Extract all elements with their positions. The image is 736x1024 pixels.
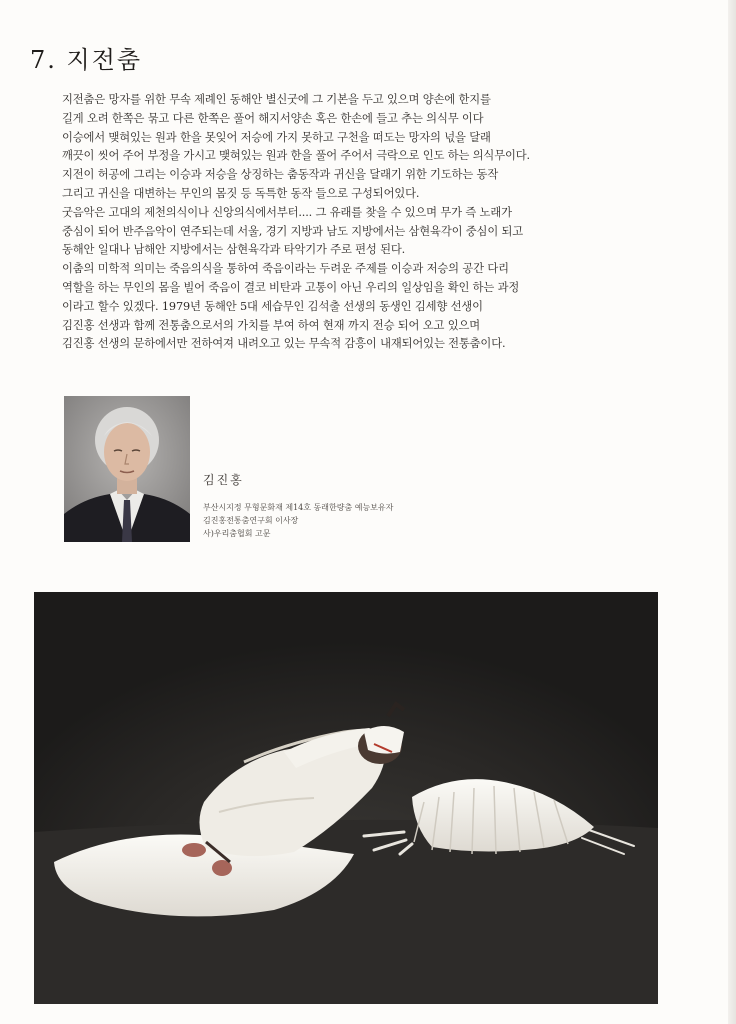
portrait-photo: [64, 396, 190, 542]
body-line: 지전이 허공에 그리는 이승과 저승을 상징하는 춤동작과 귀신을 달래기 위한 기도하는 동작: [62, 168, 499, 182]
body-line: 동해안 일대나 남해안 지방에서는 삼현육각과 타악기가 주로 편성 된다.: [62, 243, 406, 257]
body-line: 역할을 하는 무인의 몸을 빌어 죽음이 결코 비탄과 고통이 아닌 우리의 일상임을 확인 하는 과정: [62, 280, 520, 294]
profile-detail-line: 사)우리춤협회 고문: [203, 529, 271, 538]
body-line: 중심이 되어 반주음악이 연주되는데 서울, 경기 지방과 남도 지방에서는 삼현육각이 중심이 되고: [62, 224, 524, 238]
body-line: 이승에서 맺혀있는 원과 한을 못잊어 저승에 가지 못하고 구천을 떠도는 망자의 넋을 달래: [62, 130, 491, 144]
body-paragraph: [62, 91, 682, 354]
profile-caption: [203, 471, 393, 540]
body-line: 이춤의 미학적 의미는 죽음의식을 통하여 죽음이라는 두려운 주제를 이승과 저승의 공간 다리: [62, 262, 509, 276]
profile-details: [203, 501, 393, 540]
body-line: 길게 오려 한쪽은 묶고 다른 한쪽은 풀어 해지서양손 혹은 한손에 들고 추는 의식무 이다: [62, 111, 484, 125]
body-line: 지전춤은 망자를 위한 무속 제례인 동해안 별신굿에 그 기본을 두고 있으며 양손에 한지를: [62, 93, 491, 106]
profile-name: 김진홍: [203, 473, 244, 487]
body-line: 김진홍 선생의 문하에서만 전하여져 내려오고 있는 무속적 감흥이 내재되어있는 전통춤이다.: [62, 337, 506, 351]
body-line: 김진홍 선생과 함께 전통춤으로서의 가치를 부여 하여 현재 까지 전승 되어 오고 있으며: [62, 318, 480, 332]
body-line: 이라고 할수 있겠다. 1979년 동해안 5대 세습무인 김석출 선생의 동생인 김세향 선생이: [62, 299, 483, 313]
performance-photo: [34, 592, 658, 1004]
body-line: 깨끗이 씻어 주어 부정을 가시고 맺혀있는 원과 한을 풀어 주어서 극락으로 인도 하는 의식무이다.: [62, 149, 530, 163]
section-title: 7. 지전춤: [30, 46, 143, 74]
body-line: 굿음악은 고대의 제천의식이나 신앙의식에서부터.... 그 유래를 찾을 수 있으며 무가 즉 노래가: [62, 205, 512, 219]
page-edge-shadow: [728, 0, 736, 1024]
profile-detail-line: 김진홍전통춤연구회 이사장: [203, 516, 299, 525]
profile-detail-line: 부산시지정 무형문화재 제14호 동래한량춤 예능보유자: [203, 503, 394, 512]
body-line: 그리고 귀신을 대변하는 무인의 몸짓 등 독특한 동작 들으로 구성되어있다.: [62, 186, 420, 200]
